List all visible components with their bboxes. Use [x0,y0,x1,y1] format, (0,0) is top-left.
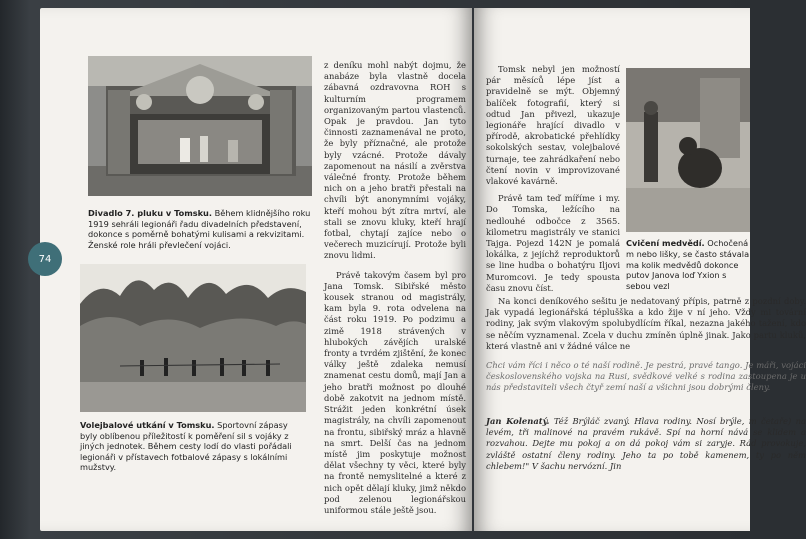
bear-photo-caption [626,238,750,292]
right-column-paragraph-1: Tomsk nebyl jen možností pár měsíců lépe jíst a pravidelně se mýt. Objemný balíček fotografií, který si odtud Jan přivezl, ukazuje legionáře hrající divadlo v přírodě, akrobatické přehlídky sokolských sestav, volejbalové turnaje, tee zahrádkaření nebo čtení novin v improvizované vlakové kavárně. [486,64,620,187]
right-column-paragraph-2: Právě tam teď míříme i my. Do Tomska, ležícího na nedlouhé odbočce z 3565. kilometru magistrály ve stanici Tajga. Pojezd 142N je pomalá lokálka, z jejíchž reproduktorů se line hudba o bohatýru Iljovi Muromcovi. Je tedy spousta času znovu číst. [486,193,620,293]
bear-training-photo [626,68,750,232]
left-column-paragraph-1: z deníku mohl nabýt dojmu, že anabáze byla vlastně docela zábavná ozdravovna ROH s kulturním programem organizovaným partou vlastenců. Opak je pravdou. Jan tyto činnosti zaznamenával ne proto, že byly příznačné, ale protože byly vzácné. Protože dávaly zapomenout na násilí a zvěrstva válečné fronty. Protože během nich on a jeho bratři přestali na chvíli být anonymními vojáky, kteří mohou být zítra mrtví, ale stali se znovu kluky, kteří hrají fotbal, chytají zajíce nebo o večerech muzicírují. Protože byli znovu lidmi. [324,60,466,261]
right-page-full-paragraph [486,296,806,352]
diary-excerpt-1-text: Chci vám říci i něco o té naší rodině. Je pestrá, pravé tango. Je máři, vojáci československého vojska na Rusi, svědkové velké s rodina zastoupena je u nás představiteli všech čtyř zemí naší a všichni jsou dobrými členy. [486,360,806,393]
diary-excerpt-2 [486,416,806,472]
theatre-caption-title: Divadlo 7. pluku v Tomsku. [88,208,212,218]
volleyball-photo [80,264,306,412]
diary-excerpt-1 [486,360,806,394]
left-page-text-column [324,60,466,516]
right-full-paragraph-1: Na konci deníkového sešitu je nedatovaný přípis, patrně z pozdní doby. Jak vypadá legionářská téplušška a kdo žije v ní jeho. Vždy mi tovární rodiny, jak svým vlakovým spolubydlícím říkal, nezazna jakého tažení, kdo se něčím vyznamenal. Zcela v duchu zmíněn úplně jinak. Jako partu kluků, která vlastně ani v žádné válce ne [486,296,806,351]
diary-excerpt-2-name: Jan Kolenatý. [486,416,550,426]
left-column-paragraph-2: Právě takovým časem byl pro Jana Tomsk. Sibiřské město kousek stranou od magistrály, kam byla 9. rota odvelena na část roku 1919. Po podzimu a zimě 1918 strávených v hlubokých závějích uralské fronty a tvrdém zjištění, že konec války ještě zdaleka nemusí znamenat cestu domů, mají Jan a jeho bratři možnost po dlouhé době zakotvit na jednom místě. Strážit jeden konkrétní úsek magistrály, na chvíli zapomenout na frontu, sibiřský mráz a hlavně na smrt. Delší čas na jednom místě jim poskytuje možnost dělat všechny ty věci, které byly na frontě nemyslitelné a které z nich opět dělají kluky, jimž někdo pod zelenou legionářskou uniformou stále ještě jsou. [324,269,466,515]
volleyball-caption-text: Sportovní zápasy byly oblíbenou příležitostí k poměření sil s vojáky z jiných jednotek. Během cesty lodí do vlasti pořádali legionáři v přístavech fotbalové zápasy s lokálními mužstvy. [80,420,292,473]
right-page [474,8,806,531]
right-page-text-column [486,64,620,294]
left-page [40,8,472,531]
bear-caption-text: Ochočená m nebo lišky, se často stávala ma kolik medvědů dokonce putov Janova loď Yxion s sebou vezl [626,238,750,292]
theatre-caption-text: Během klidnějšího roku 1919 sehráli legionáři řadu divadelních představení, dokonce s poměrně bohatými kulisami a rekvizitami. Ženské role hráli převlečení vojáci. [88,208,311,250]
page-number-badge: 74 [28,242,62,276]
diary-excerpt-2-text: Též Brýláč zvaný. Hlava rodiny. Nosí brýle, m četaře) na levém, tři malinové na pravém rukávě. Spí na horní nává se klidem a rozvahou. Dejte mu pokoj a on dá pokoj vám si zaryje. Rád provokuje, zvláště ostatní členy rodiny. Jeho ta po tobě kamenem, ty po něm chlebem!" V šachu nervózní. Jin [486,416,806,471]
volleyball-caption-title: Volejbalové utkání v Tomsku. [80,420,215,430]
theatre-photo [88,56,312,196]
volleyball-photo-caption [80,420,306,473]
theatre-photo-caption [88,208,314,250]
bear-caption-title: Cvičení medvědí. [626,238,705,248]
